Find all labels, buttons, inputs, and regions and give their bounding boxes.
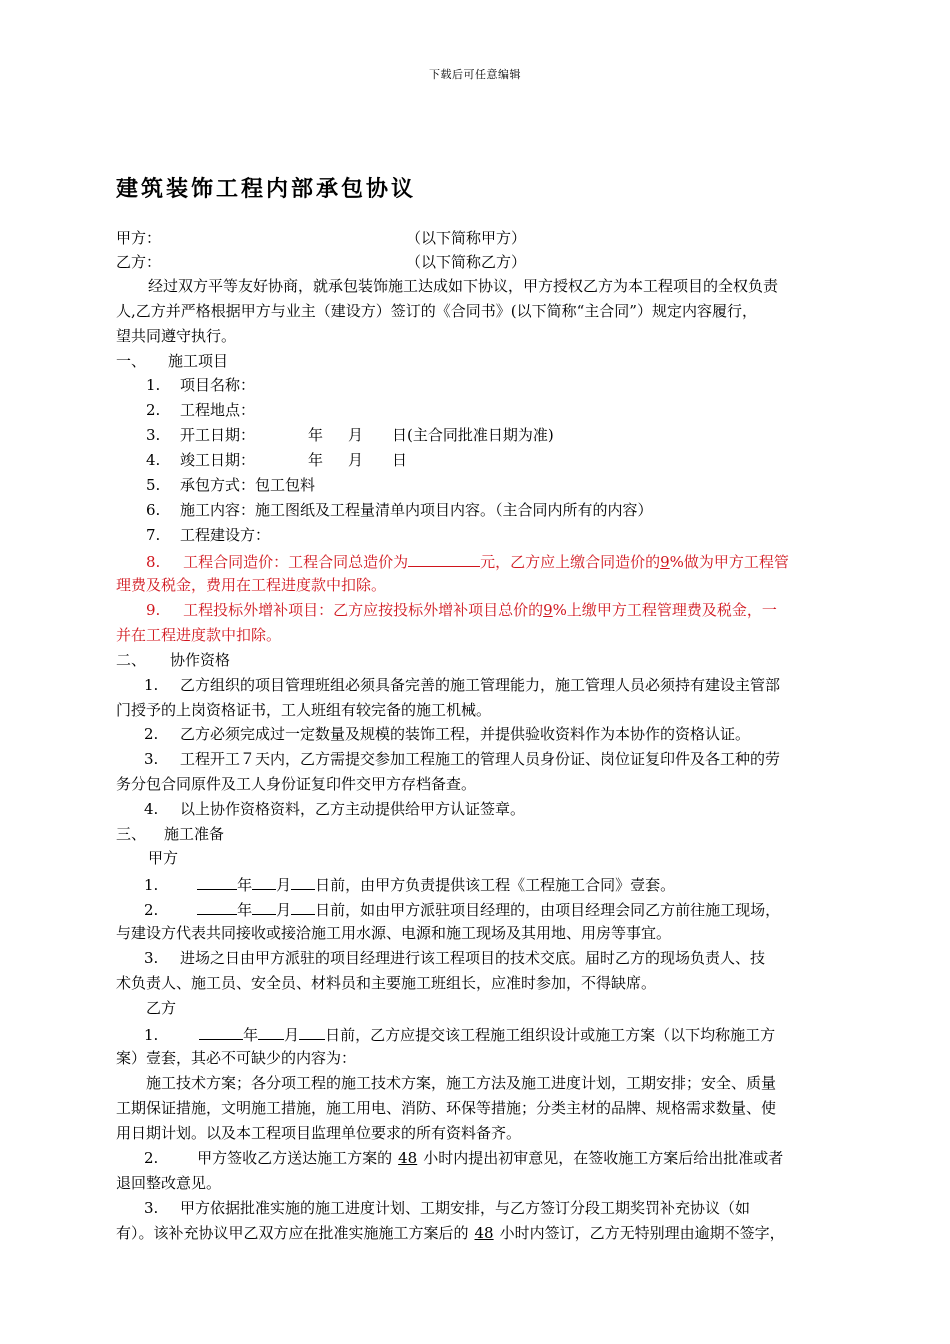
- item-text: 乙方必须完成过一定数量及规模的装饰工程，并提供验收资料作为本协作的资格认证。: [180, 725, 751, 743]
- list-item: [146, 423, 886, 448]
- item-number: 9.: [146, 601, 161, 619]
- list-item-contract-price: [146, 548, 886, 575]
- item-text: %做为甲方工程管: [669, 553, 789, 571]
- section-title: 施工准备: [164, 825, 225, 843]
- item-text: 甲方签收乙方送达施工方案的: [197, 1149, 393, 1167]
- intro-line-1: 经过双方平等友好协商，就承包装饰施工达成如下协议，甲方授权乙方为本工程项目的全权负责: [148, 277, 779, 295]
- section-number: 三、: [116, 825, 147, 843]
- party-a-line: [116, 226, 856, 251]
- item-number: 4.: [146, 451, 161, 469]
- item-number: 1.: [146, 376, 161, 394]
- paragraph: [144, 946, 884, 971]
- paragraph: [144, 1146, 884, 1171]
- item-text: 有）。该补充协议甲乙双方应在批准实施施工方案后的: [116, 1224, 469, 1242]
- section-title: 施工项目: [168, 352, 229, 370]
- section-number: 二、: [116, 651, 147, 669]
- month-label: 月: [348, 451, 364, 469]
- month-blank: [258, 1021, 284, 1040]
- item-number: 8.: [146, 553, 161, 571]
- list-item: [146, 498, 886, 523]
- paragraph-continuation: 退回整改意见。: [116, 1174, 222, 1192]
- item-number: 4.: [144, 800, 159, 818]
- party-b-note: （以下简称乙方）: [406, 253, 527, 271]
- item-number: 3.: [144, 949, 159, 967]
- hours-value: 48: [398, 1149, 418, 1167]
- paragraph-continuation: 务分包合同原件及工人身份证复印件交甲方存档备查。: [116, 775, 477, 793]
- paragraph-continuation: 与建设方代表共同接收或接洽施工用水源、电源和施工现场及其用地、用房等事宜。: [116, 924, 672, 942]
- hours-value: 48: [474, 1224, 494, 1242]
- paragraph-continuation: [116, 1221, 856, 1246]
- party-b-label: 乙方：: [116, 253, 162, 271]
- party-b-line: [116, 250, 856, 275]
- item-number: 3.: [144, 750, 159, 768]
- item-text: 工程合同造价：工程合同总造价为: [183, 553, 409, 571]
- paragraph-continuation: 术负责人、施工员、安全员、材料员和主要施工班组长，应准时参加，不得缺席。: [116, 974, 657, 992]
- item-number: 3.: [144, 1199, 159, 1217]
- item-text: 进场之日由甲方派驻的项目经理进行该工程项目的技术交底。届时乙方的现场负责人、技: [180, 949, 766, 967]
- item-text: 以上协作资格资料，乙方主动提供给甲方认证签章。: [180, 800, 526, 818]
- item-text: 小时内签订，乙方无特别理由逾期不签字，: [499, 1224, 785, 1242]
- paragraph: [144, 1021, 884, 1048]
- item-text: 乙方组织的项目管理班组必须具备完善的施工管理能力，施工管理人员必须持有建设主管部: [180, 676, 781, 694]
- item-number: 7.: [146, 526, 161, 544]
- header-note: 下载后可任意编辑: [429, 68, 521, 81]
- document-title: 建筑装饰工程内部承包协议: [116, 176, 417, 202]
- list-item-continuation: 理费及税金，费用在工程进度款中扣除。: [116, 576, 387, 594]
- year-blank: [197, 896, 237, 915]
- percentage-value: 9: [660, 553, 670, 571]
- item-number: 2.: [144, 1149, 159, 1167]
- list-item: [146, 523, 886, 548]
- paragraph-continuation: 案）壹套，其必不可缺少的内容为：: [116, 1049, 357, 1067]
- list-item: [146, 373, 886, 398]
- item-text: 工程开工７天内，乙方需提交参加工程施工的管理人员身份证、岗位证复印件及各工种的劳: [180, 750, 781, 768]
- item-number: 5.: [146, 476, 161, 494]
- year-blank: [199, 1021, 243, 1040]
- list-item-extra-items: [146, 598, 886, 623]
- item-number: 1.: [144, 876, 159, 894]
- item-text: 日前，如由甲方派驻项目经理的，由项目经理会同乙方前往施工现场，: [315, 901, 781, 919]
- item-number: 6.: [146, 501, 161, 519]
- detail-line-2: 工期保证措施，文明施工措施，施工用电、消防、环保等措施；分类主材的品牌、规格需求数量、使: [116, 1099, 777, 1117]
- detail-line-1: 施工技术方案；各分项工程的施工技术方案，施工方法及施工进度计划，工期安排；安全、质量: [146, 1074, 777, 1092]
- item-text: 工程地点：: [180, 401, 256, 419]
- item-text: 项目名称：: [180, 376, 256, 394]
- item-text: 日前，乙方应提交该工程施工组织设计或施工方案（以下均称施工方: [325, 1026, 776, 1044]
- paragraph: [144, 722, 884, 747]
- month-label: 月: [284, 1026, 300, 1044]
- paragraph: [144, 896, 884, 923]
- item-text: 工程投标外增补项目：乙方应按投标外增补项目总价的: [183, 601, 544, 619]
- price-blank: [408, 548, 480, 567]
- month-label: 月: [276, 876, 292, 894]
- day-blank: [291, 896, 315, 915]
- item-number: 1.: [144, 1026, 159, 1044]
- intro-line-2: 人,乙方并严格根据甲方与业主（建设方）签订的《合同书》(以下简称“主合同”）规定内容履行，: [116, 302, 757, 320]
- day-blank: [299, 1021, 325, 1040]
- month-blank: [252, 871, 276, 890]
- list-item-continuation: 并在工程进度款中扣除。: [116, 626, 282, 644]
- paragraph: [144, 747, 884, 772]
- list-item: [146, 473, 886, 498]
- section-number: 一、: [116, 352, 147, 370]
- item-text: %上缴甲方工程管理费及税金，一: [552, 601, 777, 619]
- day-label: 日(主合同批准日期为准): [392, 426, 554, 444]
- paragraph: [144, 797, 884, 822]
- month-label: 月: [276, 901, 292, 919]
- paragraph: [144, 1196, 884, 1221]
- paragraph: [144, 673, 884, 698]
- item-text: 施工内容：施工图纸及工程量清单内项目内容。（主合同内所有的内容）: [180, 501, 653, 519]
- detail-line-3: 用日期计划。以及本工程项目监理单位要求的所有资料备齐。: [116, 1124, 522, 1142]
- item-text: 日前，由甲方负责提供该工程《工程施工合同》壹套。: [315, 876, 676, 894]
- item-text: 工程建设方：: [180, 526, 271, 544]
- item-text: 元，乙方应上缴合同造价的: [480, 553, 661, 571]
- item-label: 开工日期：: [180, 426, 256, 444]
- item-number: 3.: [146, 426, 161, 444]
- item-number: 2.: [144, 725, 159, 743]
- item-text: 甲方依据批准实施的施工进度计划、工期安排，与乙方签订分段工期奖罚补充协议（如: [180, 1199, 751, 1217]
- list-item: [146, 398, 886, 423]
- party-b-subheading: 乙方: [146, 999, 177, 1017]
- year-label: 年: [243, 1026, 259, 1044]
- month-blank: [252, 896, 276, 915]
- month-label: 月: [348, 426, 364, 444]
- year-blank: [197, 871, 237, 890]
- day-blank: [291, 871, 315, 890]
- section-title: 协作资格: [170, 651, 231, 669]
- year-label: 年: [308, 451, 324, 469]
- item-number: 2.: [144, 901, 159, 919]
- intro-line-3: 望共同遵守执行。: [116, 327, 237, 345]
- year-label: 年: [308, 426, 324, 444]
- item-number: 1.: [144, 676, 159, 694]
- percentage-value: 9: [543, 601, 553, 619]
- paragraph: [144, 871, 884, 898]
- party-a-label: 甲方：: [116, 229, 162, 247]
- year-label: 年: [237, 876, 253, 894]
- list-item: [146, 448, 886, 473]
- section-1-heading: [116, 349, 856, 374]
- section-2-heading: [116, 648, 856, 673]
- section-3-heading: [116, 822, 856, 847]
- item-label: 竣工日期：: [180, 451, 256, 469]
- party-a-note: （以下简称甲方）: [406, 229, 527, 247]
- item-text: 小时内提出初审意见，在签收施工方案后给出批准或者: [423, 1149, 784, 1167]
- year-label: 年: [237, 901, 253, 919]
- day-label: 日: [392, 451, 408, 469]
- paragraph-continuation: 门授予的上岗资格证书，工人班组有较完备的施工机械。: [116, 701, 492, 719]
- item-number: 2.: [146, 401, 161, 419]
- item-text: 承包方式：包工包料: [180, 476, 316, 494]
- party-a-subheading: 甲方: [148, 849, 179, 867]
